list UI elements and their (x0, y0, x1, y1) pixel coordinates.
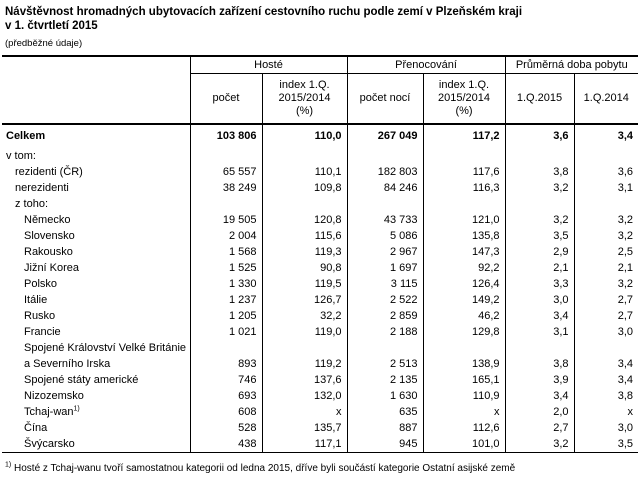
cell-value: 115,6 (262, 228, 347, 244)
cell-value: 3,0 (617, 325, 634, 338)
row-label: Tchaj-wan$^{1)}$ (2, 404, 190, 420)
column-header-pocet-noci: počet nocí (347, 74, 423, 125)
table-body (2, 124, 638, 453)
row-label: Spojené státy americké (2, 372, 190, 388)
table-row (2, 404, 638, 420)
cell-value: 137,6 (262, 372, 347, 388)
cell-value: 893 (190, 356, 262, 372)
cell-value: 3,9 (505, 372, 574, 388)
row-label: Slovensko (2, 228, 190, 244)
cell-value: 119,5 (262, 276, 347, 292)
row-label: Německo (2, 212, 190, 228)
cell-value (190, 148, 262, 164)
cell-value: 112,6 (423, 420, 505, 436)
cell-value: 1 697 (347, 260, 423, 276)
cell-value: 3,2 (505, 180, 574, 196)
cell-value (347, 196, 423, 212)
cell-value (574, 148, 638, 164)
cell-value: 119,0 (262, 324, 347, 340)
cell-value: 2 967 (347, 244, 423, 260)
row-label: Čína (2, 420, 190, 436)
cell-value: 267 049 (347, 124, 423, 148)
table-row (2, 340, 638, 356)
row-label: nerezidenti (2, 180, 190, 196)
cell-value: 3,8 (505, 164, 574, 180)
cell-value: 3,2 (617, 229, 634, 242)
statistics-table (2, 55, 638, 453)
table-row (2, 420, 638, 436)
cell-value: 119,3 (262, 244, 347, 260)
cell-value: 2,0 (505, 404, 574, 420)
cell-value: 2,7 (505, 420, 574, 436)
cell-value: 92,2 (423, 260, 505, 276)
cell-value: 1 205 (190, 308, 262, 324)
cell-value: 121,0 (423, 212, 505, 228)
page-title (5, 5, 640, 33)
row-label: v tom: (2, 148, 190, 164)
cell-value: 3,8 (617, 389, 634, 402)
cell-value: x (423, 404, 505, 420)
cell-value: 608 (190, 404, 262, 420)
footnote-ref-icon: 1) (73, 404, 80, 412)
cell-value: 2 522 (347, 292, 423, 308)
cell-value: x (627, 405, 634, 418)
footnote (5, 463, 640, 475)
cell-value: 3,5 (617, 437, 634, 450)
cell-value (574, 196, 638, 212)
cell-value: 149,2 (423, 292, 505, 308)
table-row (2, 228, 638, 244)
table-row (2, 324, 638, 340)
cell-value (423, 196, 505, 212)
cell-value: 165,1 (423, 372, 505, 388)
cell-value: 110,1 (262, 164, 347, 180)
row-label: Rakousko (2, 244, 190, 260)
cell-value: 3,6 (505, 124, 574, 148)
cell-value: 3,8 (505, 356, 574, 372)
table-header (2, 56, 638, 124)
cell-value: 635 (347, 404, 423, 420)
row-label: Jižní Korea (2, 260, 190, 276)
table-row (2, 148, 638, 164)
cell-value: 126,4 (423, 276, 505, 292)
cell-value: 3,1 (505, 324, 574, 340)
cell-value: 5 086 (347, 228, 423, 244)
cell-value (505, 340, 574, 356)
cell-value: 3,4 (617, 357, 634, 370)
cell-value: 65 557 (190, 164, 262, 180)
cell-value: 3,0 (617, 421, 634, 434)
row-label: Rusko (2, 308, 190, 324)
table-row (2, 276, 638, 292)
table-row (2, 372, 638, 388)
cell-value: 110,0 (262, 124, 347, 148)
table-row (2, 164, 638, 180)
cell-value: 19 505 (190, 212, 262, 228)
cell-value: 746 (190, 372, 262, 388)
cell-value: 103 806 (190, 124, 262, 148)
cell-value: 3,0 (505, 292, 574, 308)
cell-value: 2 004 (190, 228, 262, 244)
cell-value: x (262, 404, 347, 420)
cell-value: 3,6 (617, 165, 634, 178)
cell-value (262, 148, 347, 164)
cell-value (347, 148, 423, 164)
cell-value: 2 135 (347, 372, 423, 388)
column-header-q1-2014: 1.Q.2014 (574, 74, 638, 125)
cell-value: 38 249 (190, 180, 262, 196)
cell-value: 2,7 (617, 293, 634, 306)
cell-value: 135,8 (423, 228, 505, 244)
cell-value: 117,2 (423, 124, 505, 148)
cell-value: 3,2 (617, 277, 634, 290)
row-label: rezidenti (ČR) (2, 164, 190, 180)
cell-value: 1 330 (190, 276, 262, 292)
cell-value: 3,4 (617, 373, 634, 386)
cell-value: 3,2 (617, 213, 634, 226)
cell-value: 129,8 (423, 324, 505, 340)
table-row (2, 124, 638, 148)
column-group-prenocovani: Přenocování (347, 56, 505, 74)
cell-value: 3,5 (505, 228, 574, 244)
cell-value: 132,0 (262, 388, 347, 404)
cell-value: 3,1 (617, 181, 634, 194)
cell-value: 84 246 (347, 180, 423, 196)
cell-value: 2,1 (617, 261, 634, 274)
table-row (2, 196, 638, 212)
cell-value (505, 196, 574, 212)
cell-value: 43 733 (347, 212, 423, 228)
column-header-pocet: počet (190, 74, 262, 125)
cell-value: 119,2 (262, 356, 347, 372)
footnote-text: Hosté z Tchaj-wanu tvoří samostatnou kategorii od ledna 2015, dříve byli součástí kategorie Ostatní asijské země (11, 463, 516, 474)
page-title-line1: Návštěvnost hromadných ubytovacích zařízení cestovního ruchu podle zemí v Plzeňském kraji (5, 6, 523, 18)
cell-value: 945 (347, 436, 423, 453)
table-row (2, 260, 638, 276)
page-subtitle: (předběžné údaje) (5, 38, 83, 49)
cell-value: 693 (190, 388, 262, 404)
cell-value: 3,4 (505, 308, 574, 324)
table-row (2, 244, 638, 260)
row-label: Itálie (2, 292, 190, 308)
corner-cell (2, 56, 190, 124)
cell-value (262, 196, 347, 212)
cell-value: 90,8 (262, 260, 347, 276)
cell-value: 3 115 (347, 276, 423, 292)
cell-value (574, 340, 638, 356)
row-label: Spojené Království Velké Británie (2, 340, 190, 356)
table-row (2, 212, 638, 228)
row-label: z toho: (2, 196, 190, 212)
cell-value: 2,5 (617, 245, 634, 258)
cell-value: 2 859 (347, 308, 423, 324)
page-title-line2: v 1. čtvrtletí 2015 (5, 20, 98, 32)
cell-value (190, 196, 262, 212)
cell-value: 3,4 (617, 130, 634, 142)
cell-value: 110,9 (423, 388, 505, 404)
cell-value: 138,9 (423, 356, 505, 372)
cell-value: 3,4 (505, 388, 574, 404)
column-group-prumerna-doba-pobytu: Průměrná doba pobytu (505, 56, 638, 74)
cell-value: 182 803 (347, 164, 423, 180)
cell-value: 1 237 (190, 292, 262, 308)
cell-value: 117,1 (262, 436, 347, 453)
cell-value (190, 340, 262, 356)
cell-value: 528 (190, 420, 262, 436)
cell-value: 887 (347, 420, 423, 436)
table-row (2, 308, 638, 324)
cell-value: 117,6 (423, 164, 505, 180)
column-header-index-hoste: index 1.Q. 2015/2014 (%) (262, 74, 347, 125)
row-label: Francie (2, 324, 190, 340)
column-header-index-prenocovani: index 1.Q. 2015/2014 (%) (423, 74, 505, 125)
cell-value: 2,1 (505, 260, 574, 276)
cell-value: 3,2 (505, 436, 574, 453)
table-row (2, 436, 638, 453)
cell-value (262, 340, 347, 356)
cell-value: 32,2 (262, 308, 347, 324)
cell-value: 1 021 (190, 324, 262, 340)
cell-value: 3,3 (505, 276, 574, 292)
row-label: a Severního Irska (2, 356, 190, 372)
cell-value: 135,7 (262, 420, 347, 436)
cell-value: 3,2 (505, 212, 574, 228)
cell-value: 120,8 (262, 212, 347, 228)
cell-value: 116,3 (423, 180, 505, 196)
cell-value: 1 568 (190, 244, 262, 260)
column-group-hoste: Hosté (190, 56, 347, 74)
row-label: Polsko (2, 276, 190, 292)
row-label: Nizozemsko (2, 388, 190, 404)
cell-value: 2,9 (505, 244, 574, 260)
cell-value: 46,2 (423, 308, 505, 324)
cell-value: 438 (190, 436, 262, 453)
cell-value (423, 148, 505, 164)
footnote-marker: 1) (5, 461, 12, 469)
cell-value: 147,3 (423, 244, 505, 260)
table-row (2, 356, 638, 372)
cell-value: 1 630 (347, 388, 423, 404)
table-row (2, 180, 638, 196)
cell-value: 101,0 (423, 436, 505, 453)
cell-value (423, 340, 505, 356)
cell-value: 109,8 (262, 180, 347, 196)
row-label: Švýcarsko (2, 436, 190, 453)
cell-value: 2,7 (617, 309, 634, 322)
cell-value (347, 340, 423, 356)
column-header-q1-2015: 1.Q.2015 (505, 74, 574, 125)
cell-value: 1 525 (190, 260, 262, 276)
cell-value: 2 513 (347, 356, 423, 372)
table-row (2, 292, 638, 308)
cell-value: 126,7 (262, 292, 347, 308)
row-label: Celkem (2, 124, 190, 148)
table-row (2, 388, 638, 404)
cell-value: 2 188 (347, 324, 423, 340)
cell-value (505, 148, 574, 164)
